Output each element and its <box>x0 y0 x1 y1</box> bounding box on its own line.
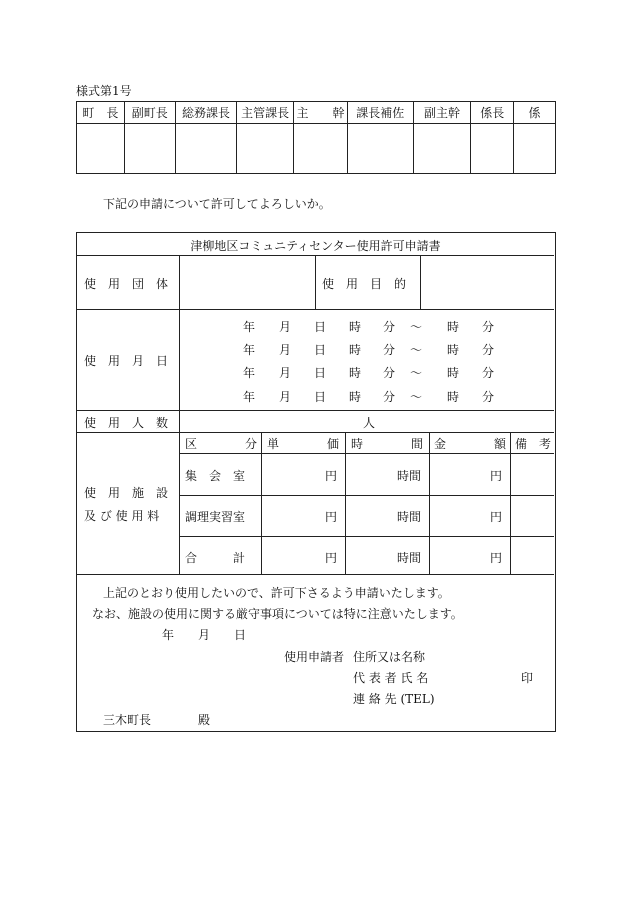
form-number: 様式第1号 <box>76 84 132 98</box>
use-date-minute2: 分 <box>482 390 495 404</box>
intro-text: 下記の申請について許可してよろしいか。 <box>103 197 331 211</box>
use-date-hour2: 時 <box>447 343 460 357</box>
application-form <box>76 232 556 732</box>
contact-label: 連 絡 先 (TEL) <box>353 692 435 706</box>
use-date-month: 月 <box>279 320 292 334</box>
approval-header: 総務課長 <box>175 102 237 124</box>
fee-label: 及 び 使 用 料 <box>84 509 160 523</box>
fee-header-amount: 金 額 <box>434 437 507 451</box>
fee-row-amount: 円 <box>490 469 503 483</box>
use-date-minute: 分 <box>383 390 396 404</box>
use-date-hour: 時 <box>349 366 362 380</box>
fee-row-amount: 円 <box>490 551 503 565</box>
use-date-month: 月 <box>279 366 292 380</box>
use-date-tilde: 〜 <box>410 320 423 334</box>
application-date[interactable]: 年 月 日 <box>162 628 247 642</box>
use-date-day: 日 <box>314 320 327 334</box>
facility-label: 使 用 施 設 <box>84 486 169 500</box>
fee-header-hours: 時 間 <box>351 437 424 451</box>
approval-stamp-cell[interactable] <box>124 124 175 174</box>
approval-header: 副主幹 <box>413 102 471 124</box>
approval-header: 町 長 <box>77 102 125 124</box>
use-date-hour2: 時 <box>447 366 460 380</box>
use-date-tilde: 〜 <box>410 390 423 404</box>
fee-row-name: 集 会 室 <box>185 469 246 483</box>
use-date-tilde: 〜 <box>410 343 423 357</box>
approval-stamp-table <box>76 101 556 174</box>
fee-header-remarks: 備 考 <box>515 437 552 451</box>
use-date-label: 使 用 月 日 <box>84 354 169 368</box>
use-date-minute: 分 <box>383 343 396 357</box>
use-date-tilde: 〜 <box>410 366 423 380</box>
use-date-minute2: 分 <box>482 320 495 334</box>
approval-header: 主管課長 <box>237 102 294 124</box>
people-unit: 人 <box>363 416 376 430</box>
approval-header: 係 <box>514 102 556 124</box>
fee-row-name: 調理実習室 <box>185 510 246 524</box>
approval-stamp-cell[interactable] <box>514 124 556 174</box>
approval-stamp-cell[interactable] <box>347 124 413 174</box>
seal-mark: 印 <box>521 671 534 685</box>
fee-row-yen: 円 <box>325 551 338 565</box>
statement-2: なお、施設の使用に関する厳守事項については特に注意いたします。 <box>92 607 463 621</box>
honorific: 殿 <box>198 713 211 727</box>
address-label: 住所又は名称 <box>353 650 426 664</box>
approval-stamp-cell[interactable] <box>413 124 471 174</box>
approval-stamp-cell[interactable] <box>294 124 348 174</box>
use-group-label: 使 用 団 体 <box>84 277 169 291</box>
fee-row-yen: 円 <box>325 469 338 483</box>
use-date-minute: 分 <box>383 320 396 334</box>
approval-stamp-cell[interactable] <box>175 124 237 174</box>
approval-header: 主 幹 <box>294 102 348 124</box>
people-label: 使 用 人 数 <box>84 416 169 430</box>
fee-row-hours: 時間 <box>397 551 422 565</box>
fee-row-name: 合 計 <box>185 551 246 565</box>
use-date-hour: 時 <box>349 390 362 404</box>
fee-header-category: 区 分 <box>185 437 258 451</box>
use-purpose-field[interactable] <box>421 256 554 309</box>
use-date-hour2: 時 <box>447 390 460 404</box>
use-date-minute2: 分 <box>482 343 495 357</box>
approval-header: 副町長 <box>124 102 175 124</box>
use-date-year: 年 <box>243 320 256 334</box>
use-date-year: 年 <box>243 343 256 357</box>
fee-row-hours: 時間 <box>397 469 422 483</box>
use-date-hour2: 時 <box>447 320 460 334</box>
use-date-hour: 時 <box>349 343 362 357</box>
use-date-hour: 時 <box>349 320 362 334</box>
use-date-year: 年 <box>243 366 256 380</box>
use-date-month: 月 <box>279 343 292 357</box>
use-date-day: 日 <box>314 390 327 404</box>
approval-header: 係長 <box>471 102 514 124</box>
use-date-day: 日 <box>314 343 327 357</box>
approval-header: 課長補佐 <box>347 102 413 124</box>
fee-header-unit-price: 単 価 <box>267 437 340 451</box>
fee-row-yen: 円 <box>325 510 338 524</box>
approval-stamp-cell[interactable] <box>471 124 514 174</box>
approval-stamp-cell[interactable] <box>237 124 294 174</box>
addressee: 三木町長 <box>103 713 152 727</box>
fee-row-amount: 円 <box>490 510 503 524</box>
fee-row-hours: 時間 <box>397 510 422 524</box>
use-date-minute: 分 <box>383 366 396 380</box>
use-date-day: 日 <box>314 366 327 380</box>
applicant-label: 使用申請者 <box>284 650 345 664</box>
representative-label: 代 表 者 氏 名 <box>353 671 429 685</box>
use-purpose-label: 使 用 目 的 <box>322 277 407 291</box>
use-group-field[interactable] <box>180 256 315 309</box>
approval-stamp-cell[interactable] <box>77 124 125 174</box>
use-date-minute2: 分 <box>482 366 495 380</box>
use-date-year: 年 <box>243 390 256 404</box>
statement-1: 上記のとおり使用したいので、許可下さるよう申請いたします。 <box>103 586 450 600</box>
use-date-month: 月 <box>279 390 292 404</box>
form-title: 津柳地区コミュニティセンター使用許可申請書 <box>190 239 441 253</box>
